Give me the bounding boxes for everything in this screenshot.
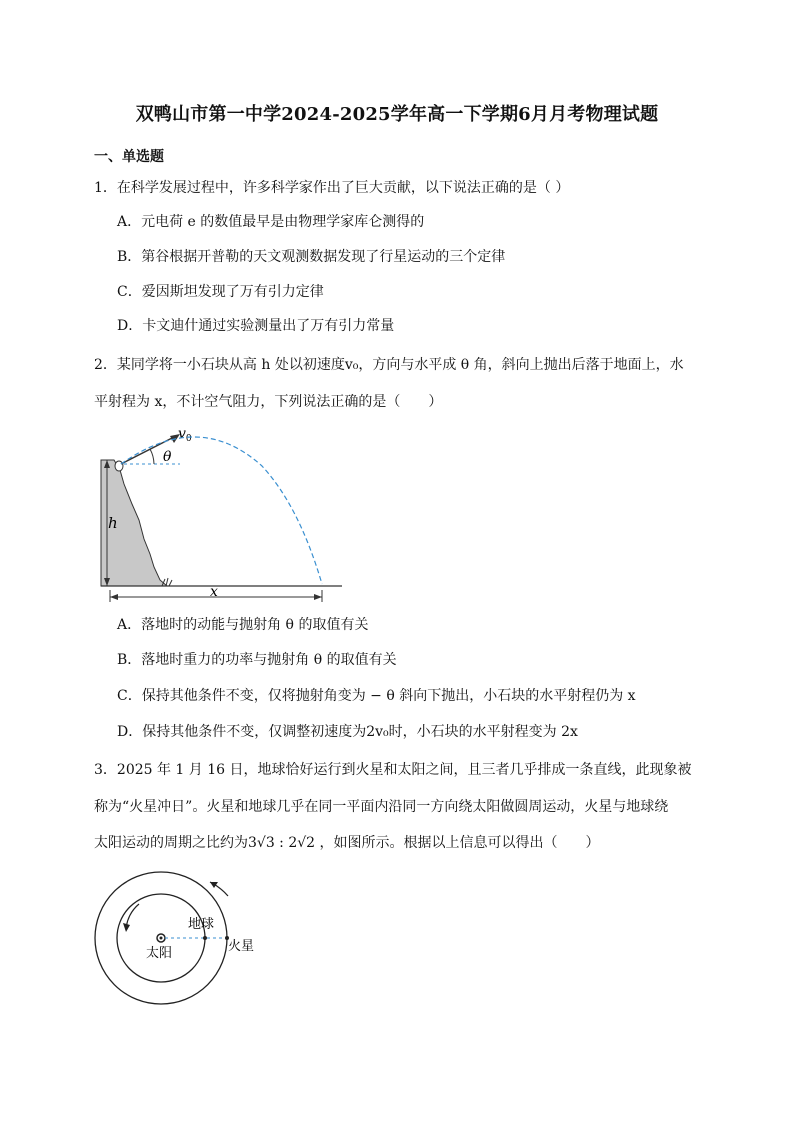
question-1-option-d: D．卡文迪什通过实验测量出了万有引力常量 xyxy=(117,318,395,334)
question-3-stem-line-2: 称为“火星冲日”。火星和地球几乎在同一平面内沿同一方向绕太阳做圆周运动，火星与地球绕 xyxy=(94,799,669,815)
mars-arrowhead xyxy=(210,882,218,888)
range-label: x xyxy=(210,584,218,600)
stone xyxy=(115,461,123,471)
question-1-stem: 1．在科学发展过程中，许多科学家作出了巨大贡献，以下说法正确的是（ ） xyxy=(94,180,570,196)
earth-point xyxy=(203,936,207,940)
question-1-option-b: B．第谷根据开普勒的天文观测数据发现了行星运动的三个定律 xyxy=(117,249,506,265)
question-2-option-a: A．落地时的动能与抛射角 θ 的取值有关 xyxy=(117,617,369,633)
question-3-stem-line-3: 太阳运动的周期之比约为3√3 : 2√2 ，如图所示。根据以上信息可以得出（ ） xyxy=(94,835,600,851)
question-2-stem-line-1: 2．某同学将一小石块从高 h 处以初速度v₀，方向与水平成 θ 角，斜向上抛出后落于地面上，水 xyxy=(94,357,684,373)
projectile-figure xyxy=(94,424,354,604)
question-1-option-c: C．爱因斯坦发现了万有引力定律 xyxy=(117,284,324,300)
question-1-option-a: A．元电荷 e 的数值最早是由物理学家库仑测得的 xyxy=(117,214,425,230)
velocity-label: $v_0$ xyxy=(178,426,192,444)
sun-core xyxy=(160,937,163,940)
section-heading: 一、单选题 xyxy=(94,149,164,165)
question-2-option-c: C．保持其他条件不变，仅将抛射角变为 − θ 斜向下抛出，小石块的水平射程仍为 x xyxy=(117,688,636,704)
range-arrow-left xyxy=(110,594,118,600)
angle-label: θ xyxy=(163,449,172,465)
question-2-stem-line-2: 平射程为 x，不计空气阻力，下列说法正确的是（ ） xyxy=(94,394,443,410)
range-arrow-right xyxy=(314,594,322,600)
page-title: 双鸭山市第一中学2024-2025学年高一下学期6月月考物理试题 xyxy=(135,104,659,125)
question-3-stem-line-1: 3．2025 年 1 月 16 日，地球恰好运行到火星和太阳之间，且三者几乎排成一条直线，此现象被 xyxy=(94,762,692,778)
orbit-figure xyxy=(92,868,272,1013)
question-2-option-d: D．保持其他条件不变，仅调整初速度为2v₀时，小石块的水平射程变为 2x xyxy=(117,724,578,740)
angle-arc xyxy=(150,449,154,464)
earth-label: 地球 xyxy=(188,917,215,932)
sun-label: 太阳 xyxy=(146,946,173,961)
question-2-option-b: B．落地时重力的功率与抛射角 θ 的取值有关 xyxy=(117,652,397,668)
mars-label: 火星 xyxy=(228,939,255,954)
height-label: h xyxy=(108,514,118,532)
earth-arrowhead xyxy=(123,923,130,932)
